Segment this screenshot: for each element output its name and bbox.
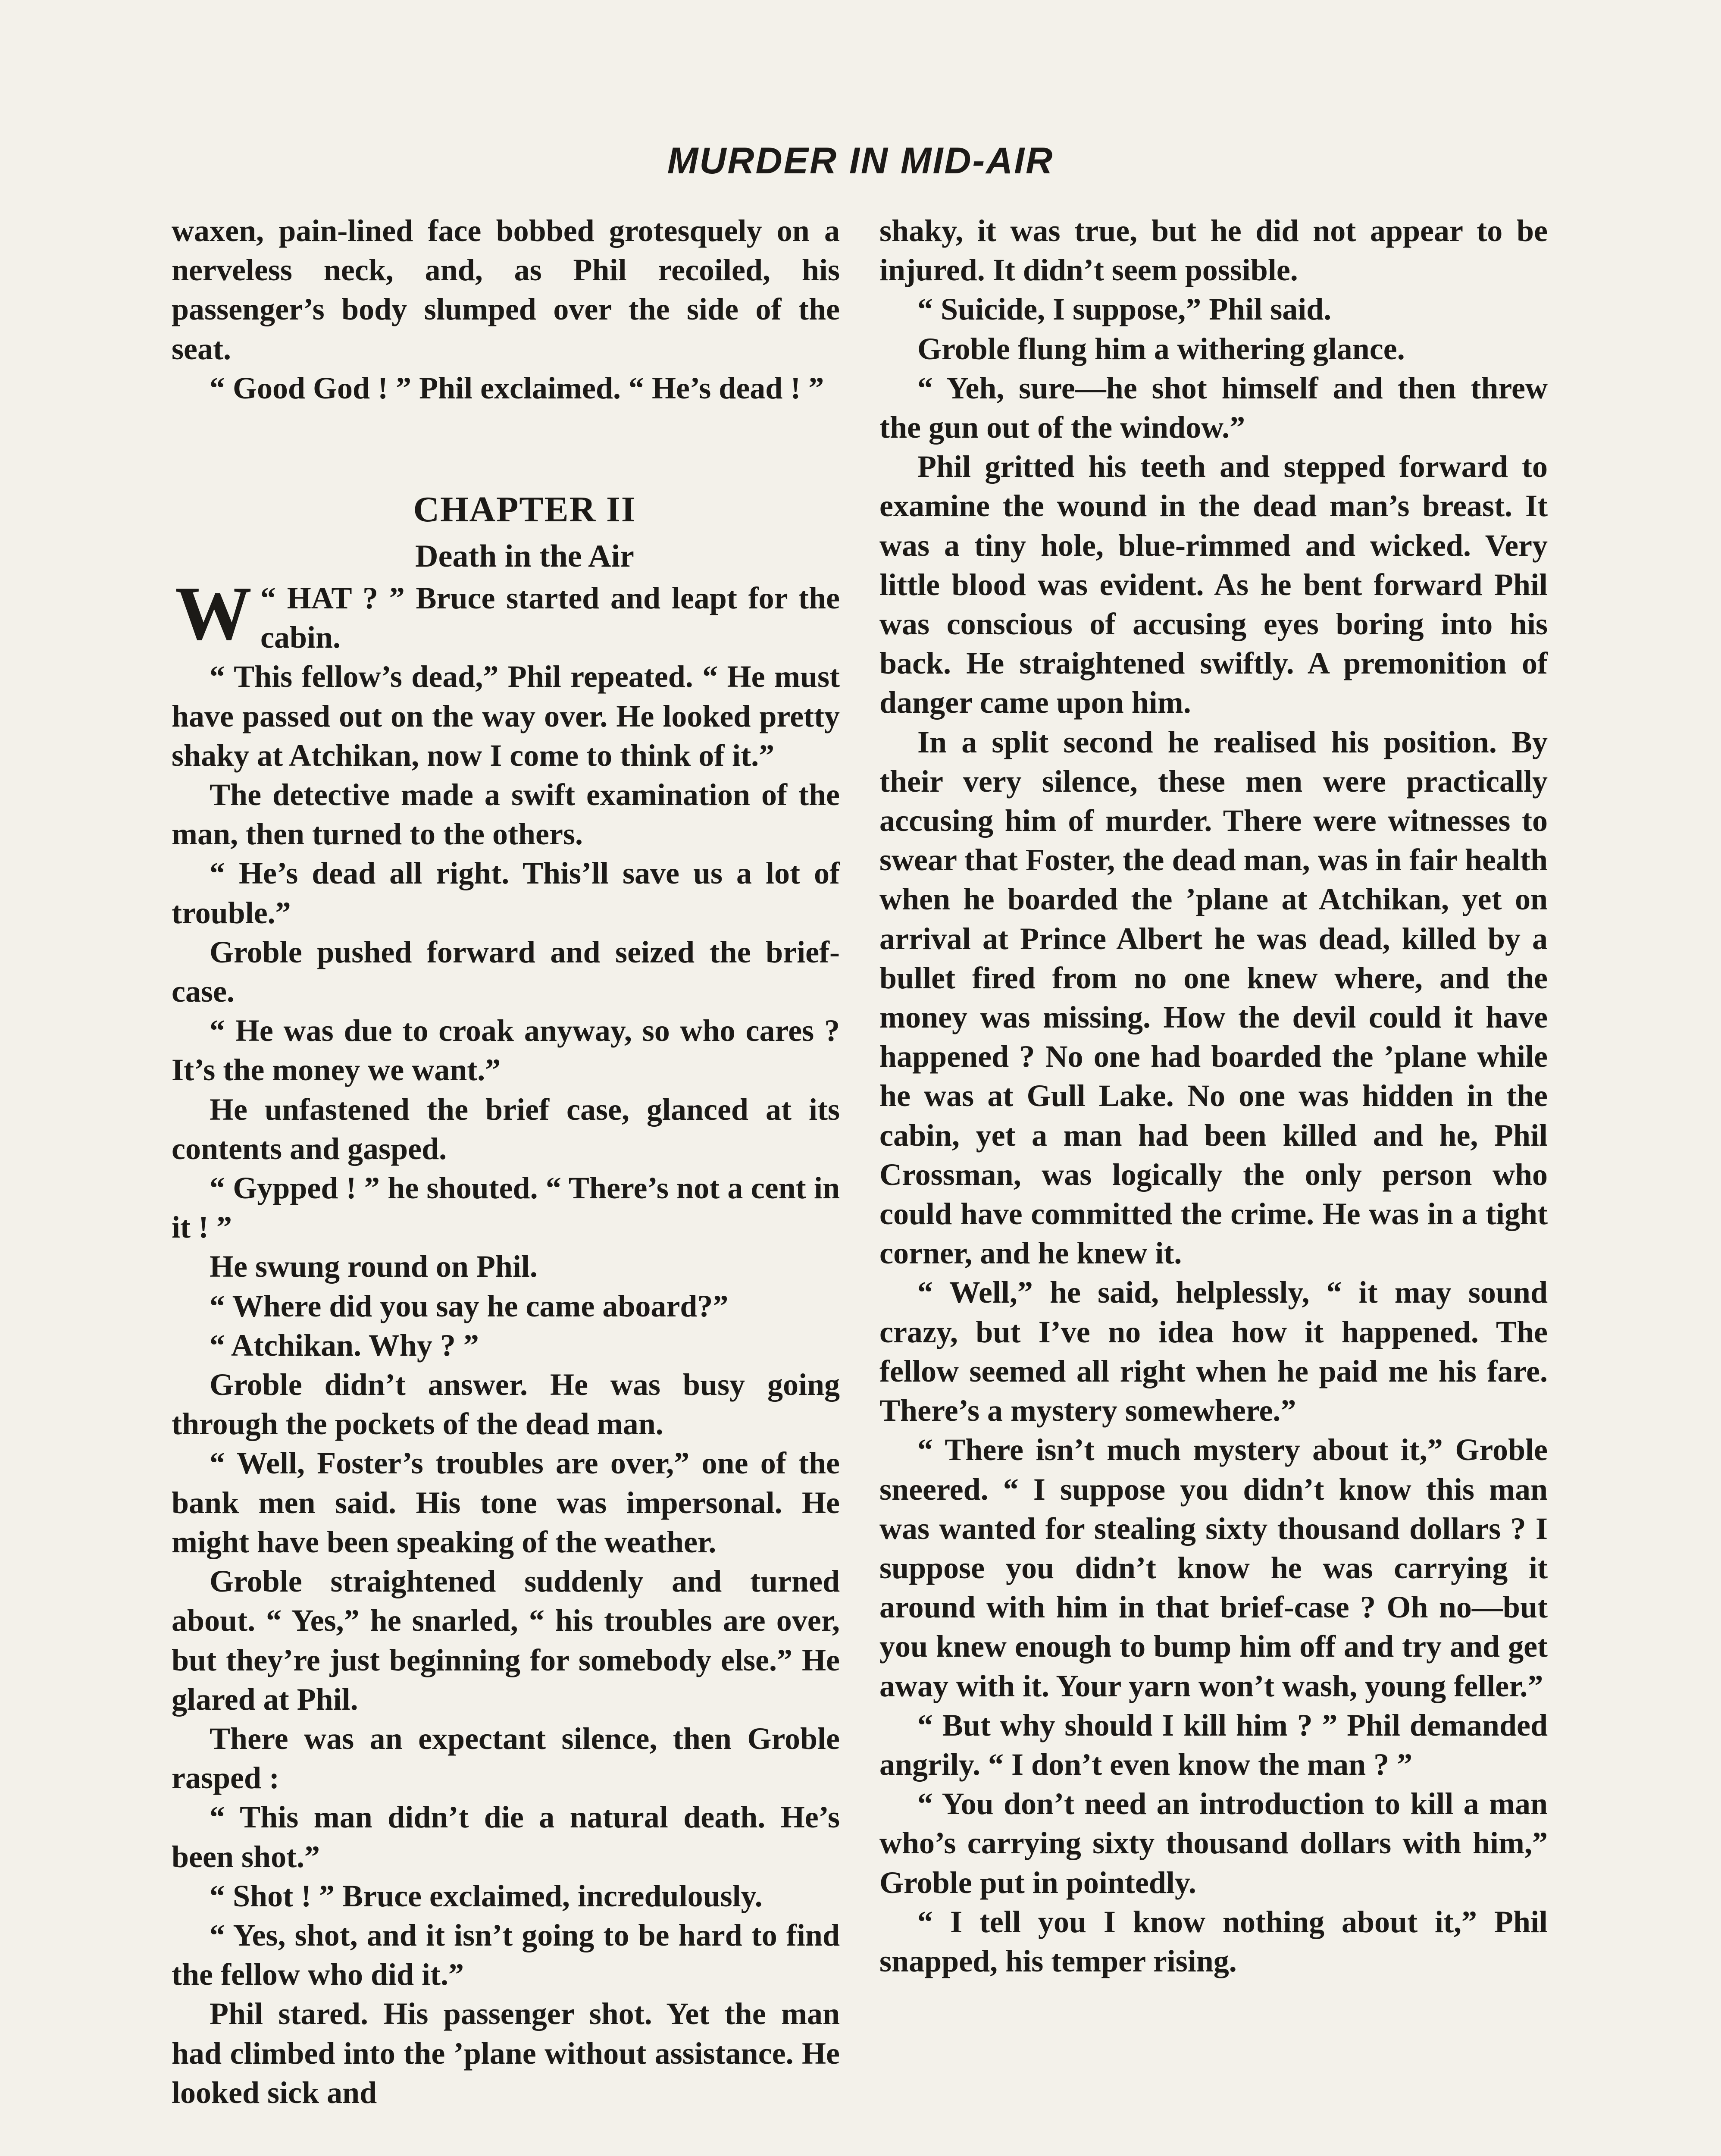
paragraph: “ Shot ! ” Bruce exclaimed, incredulously. — [210, 1878, 763, 1913]
chapter-subtitle: Death in the Air — [415, 539, 634, 574]
paragraph: “ Yeh, sure—he shot himself and then threw the gun out of the window.” — [879, 370, 1548, 445]
paragraph: Groble flung him a withering glance. — [917, 331, 1405, 366]
paragraph: “ There isn’t much mystery about it,” Groble sneered. “ I suppose you didn’t know this man was wanted for stealing sixty thousand dollars ? I suppose you didn’t know he was carrying it around with him in that brief-case ? Oh no—but you knew enough to bump him off and try and get away with it. Your yarn won’t wash, young feller.” — [879, 1432, 1548, 1703]
left-column — [172, 211, 840, 2112]
dropcap-paragraph — [172, 570, 840, 657]
paragraph: “ Gypped ! ” he shouted. “ There’s not a cent in it ! ” — [172, 1171, 840, 1245]
paragraph: “ Atchikan. Why ? ” — [210, 1328, 479, 1363]
paragraph: “ I tell you I know nothing about it,” Phil snapped, his temper rising. — [879, 1904, 1548, 1978]
paragraph: There was an expectant silence, then Groble rasped : — [172, 1721, 840, 1796]
paragraph: “ Suicide, I suppose,” Phil said. — [917, 292, 1332, 327]
paragraph: Groble pushed forward and seized the brief-case. — [172, 934, 840, 1009]
paragraph: “ This fellow’s dead,” Phil repeated. “ He must have passed out on the way over. He looked pretty shaky at Atchikan, now I come to think of it.” — [172, 659, 840, 773]
paragraph: shaky, it was true, but he did not appear to be injured. It didn’t seem possible. — [879, 213, 1548, 288]
dropcap-opening-quote: “ — [260, 581, 287, 616]
paragraph: He unfastened the brief case, glanced at its contents and gasped. — [172, 1092, 840, 1166]
paragraph: “ Well,” he said, helplessly, “ it may sound crazy, but I’ve no idea how it happened. The fellow seemed all right when he paid me his fare. There’s a mystery somewhere.” — [879, 1275, 1548, 1428]
paragraph: Phil stared. His passenger shot. Yet the man had climbed into the ’plane without assistance. He looked sick and — [172, 1996, 840, 2110]
dropcap-letter: W — [175, 570, 252, 656]
paragraph: In a split second he realised his position. By their very silence, these men were practically accusing him of murder. There were witnesses to swear that Foster, the dead man, was in fair health when he boarded the ’plane at Atchikan, yet on arrival at Prince Albert he was dead, killed by a bullet fired from no one knew where, and the money was missing. How the devil could it have happened ? No one had boarded the ’plane while he was at Gull Lake. No one was hidden in the cabin, yet a man had been killed and he, Phil Crossman, was logically the only person who could have committed the crime. He was in a tight corner, and he knew it. — [879, 724, 1548, 1271]
section-gap — [172, 408, 840, 486]
paragraph: Phil gritted his teeth and stepped forward to examine the wound in the dead man’s breast. It was a tiny hole, blue-rimmed and wicked. Very little blood was evident. As he bent forward Phil was conscious of accusing eyes boring into his back. He straightened swiftly. A premonition of danger came upon him. — [879, 449, 1548, 720]
paragraph: “ Yes, shot, and it isn’t going to be hard to find the fellow who did it.” — [172, 1918, 840, 1992]
paragraph: waxen, pain-lined face bobbed grotesquely on a nerveless neck, and, as Phil recoiled, his passenger’s body slumped over the side of the seat. — [172, 213, 840, 366]
paragraph: “ Good God ! ” Phil exclaimed. “ He’s dead ! ” — [210, 370, 824, 405]
paragraph: “ He’s dead all right. This’ll save us a lot of trouble.” — [172, 856, 840, 930]
dropcap-rest: HAT ? ” Bruce started and leapt for the cabin. — [260, 581, 840, 655]
paragraph: “ Where did you say he came aboard?” — [210, 1288, 729, 1323]
paragraph: The detective made a swift examination of the man, then turned to the others. — [172, 777, 840, 852]
paragraph: “ You don’t need an introduction to kill a man who’s carrying sixty thousand dollars with him,” Groble put in pointedly. — [879, 1786, 1548, 1900]
paragraph: “ Well, Foster’s troubles are over,” one of the bank men said. His tone was impersonal. He might have been speaking of the weather. — [172, 1446, 840, 1559]
right-column — [879, 211, 1548, 1981]
paragraph: “ He was due to croak anyway, so who cares ? It’s the money we want.” — [172, 1013, 840, 1087]
page-title: MURDER IN MID-AIR — [667, 140, 1054, 182]
chapter-heading: CHAPTER II — [413, 489, 636, 530]
paragraph: Groble didn’t answer. He was busy going through the pockets of the dead man. — [172, 1367, 840, 1442]
paragraph: “ But why should I kill him ? ” Phil demanded angrily. “ I don’t even know the man ? ” — [879, 1708, 1548, 1782]
paragraph: Groble straightened suddenly and turned about. “ Yes,” he snarled, “ his troubles are over, but they’re just beginning for somebody else.” He glared at Phil. — [172, 1564, 840, 1717]
paragraph: “ This man didn’t die a natural death. He’s been shot.” — [172, 1800, 840, 1874]
paragraph: He swung round on Phil. — [210, 1249, 538, 1284]
